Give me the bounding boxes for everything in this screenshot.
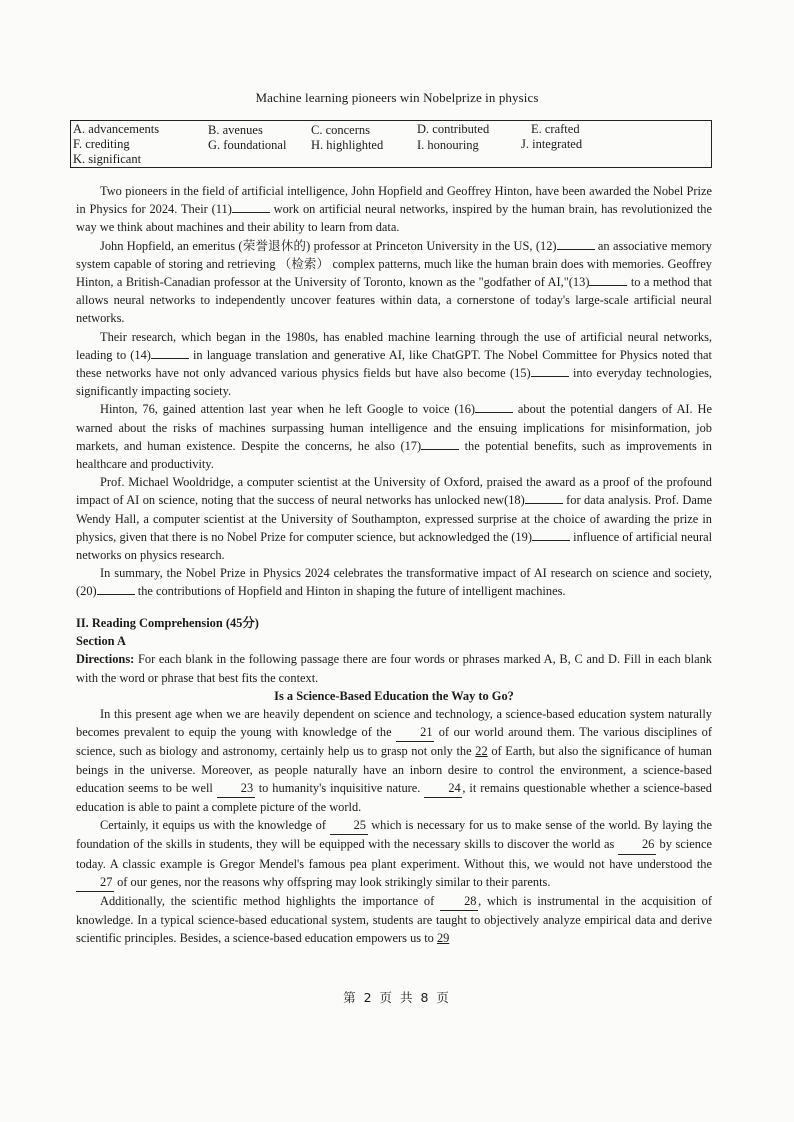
reading-section (76, 614, 712, 948)
answer-blank[interactable] (151, 358, 189, 359)
answer-blank[interactable]: 21 (396, 723, 434, 742)
answer-blank[interactable]: 24 (424, 779, 462, 798)
paragraph: Their research, which began in the 1980s, has enabled machine learning through the use of artificial neural networks, leading to (14) in language translation and generative AI, like ChatGPT. The Nobel Committee for Physics noted that these networks have not only advanced various physics fields but have also become (15) into everyday technologies, significantly impacting society. (76, 329, 712, 399)
passage-title: Machine learning pioneers win Nobelprize in physics (255, 90, 539, 105)
answer-blank[interactable] (421, 449, 459, 450)
section-subheading: Section A (76, 634, 126, 649)
word-option: J. integrated (521, 137, 583, 151)
word-option: A. advancements (73, 122, 160, 136)
directions: Directions: For each blank in the following passage there are four words or phrases marked A, B, C and D. Fill in each blank with the word or phrase that best fits the context. (76, 652, 712, 685)
word-bank-box (70, 120, 712, 168)
paragraph: In summary, the Nobel Prize in Physics 2024 celebrates the transformative impact of AI research on science and society, (20) the contributions of Hopfield and Hinton in shaping the future of intelligent machines. (76, 566, 712, 599)
paragraph: John Hopfield, an emeritus (荣誉退休的) professor at Princeton University in the US, (12) an associative memory system capable of storing and retrieving （检索） complex patterns, much like the human brain does with memories. Geoffrey Hinton, a British-Canadian professor at the University of Toronto, known as the "godfather of AI,"(13) to a method that allows neural networks to independently uncover features within data, a cornerstone of today's large-scale artificial neural networks. (76, 238, 712, 326)
reading-passage-title: Is a Science-Based Education the Way to Go? (274, 688, 514, 703)
answer-blank[interactable]: 28 (440, 892, 478, 911)
answer-blank[interactable] (97, 594, 135, 595)
word-option: F. crediting (73, 137, 130, 151)
paragraph: Additionally, the scientific method highlights the importance of 28 , which is instrumental in the acquisition of knowledge. In a typical science-based educational system, students are taught to objectively analyze empirical data and derive scientific principles. Besides, a science-based education empowers us to 29 (76, 894, 712, 946)
answer-blank[interactable]: 25 (330, 816, 368, 835)
answer-blank[interactable] (232, 212, 270, 213)
answer-blank[interactable]: 23 (217, 779, 255, 798)
word-option: D. contributed (417, 122, 490, 136)
paragraph: Hinton, 76, gained attention last year when he left Google to voice (16) about the potential dangers of AI. He warned about the risks of machines surpassing human intelligence and the ensuing implications for misinformation, job markets, and human existence. Despite the concerns, he also (17) the potential benefits, such as improvements in healthcare and productivity. (76, 402, 713, 472)
page-number: 第 2 页 共 8 页 (343, 990, 451, 1005)
cloze-passage (76, 182, 712, 601)
answer-blank[interactable]: 27 (76, 873, 114, 892)
word-option: K. significant (73, 152, 142, 166)
answer-blank[interactable]: 22 (475, 744, 488, 759)
answer-blank[interactable]: 26 (618, 835, 656, 854)
word-option: B. avenues (208, 123, 263, 137)
section-heading: II. Reading Comprehension (45分) (76, 616, 259, 630)
answer-blank[interactable] (475, 412, 513, 413)
answer-blank[interactable] (589, 285, 627, 286)
paragraph: Prof. Michael Wooldridge, a computer scientist at the University of Oxford, praised the award as a proof of the profound impact of AI on science, noting that the success of neural networks has unlocked new(18) for data analysis. Prof. Dame Wendy Hall, a computer scientist at the University of Southampton, expressed surprise at the choice of awarding the prize in physics, given that there is no Nobel Prize for computer science, but acknowledged the (19) influence of artificial neural networks on physics research. (76, 475, 713, 563)
paragraph: Two pioneers in the field of artificial intelligence, John Hopfield and Geoffrey Hinton, have been awarded the Nobel Prize in Physics for 2024. Their (11) work on artificial neural networks, inspired by the human brain, has revolutionized the way we think about machines and their ability to learn from data. (76, 184, 712, 235)
answer-blank[interactable]: 29 (436, 931, 450, 946)
answer-blank[interactable] (557, 249, 595, 250)
answer-blank[interactable] (525, 503, 563, 504)
paragraph: Certainly, it equips us with the knowledge of 25 which is necessary for us to make sense of the world. By laying the foundation of the skills in students, they will be equipped with the necessary skills to discover the world as 26 by science today. A classic example is Gregor Mendel's famous pea plant experiment. Without this, we would not have understood the 27 of our genes, nor the reasons why offspring may look strikingly similar to their parents. (76, 816, 712, 892)
word-option: G. foundational (208, 138, 287, 152)
word-option: I. honouring (417, 138, 479, 152)
word-option: C. concerns (311, 123, 371, 137)
paragraph: In this present age when we are heavily dependent on science and technology, a science-based education system naturally becomes prevalent to equip the young with knowledge of the 21 of our world around them. The various disciplines of science, such as biology and astronomy, certainly help us to grasp not only the 22 of Earth, but also the significance of human beings in the universe. Moreover, as people naturally have an inborn desire to control the environment, a science-based education seems to be well 23 to humanity's inquisitive nature. 24 , it remains questionable whether a science-based education is able to paint a complete picture of the world. (76, 707, 712, 815)
word-option: E. crafted (531, 122, 580, 136)
word-option: H. highlighted (311, 138, 384, 152)
answer-blank[interactable] (532, 540, 570, 541)
answer-blank[interactable] (531, 376, 569, 377)
